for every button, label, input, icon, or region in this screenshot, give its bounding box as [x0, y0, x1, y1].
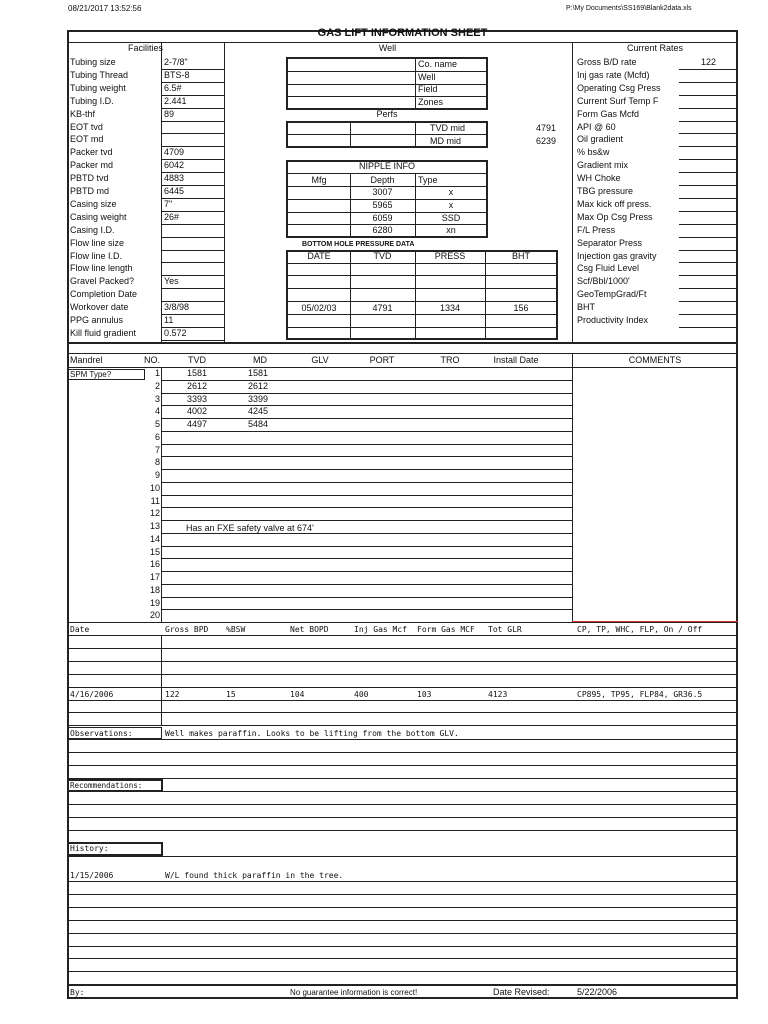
rates-heading: Current Rates — [626, 43, 684, 53]
test-col-header: %BSW — [226, 625, 246, 634]
facility-label: Flow line I.D. — [70, 250, 123, 261]
history-date: 1/15/2006 — [70, 871, 114, 880]
rate-label: Max kick off press. — [577, 198, 652, 209]
test-form: 103 — [417, 690, 432, 699]
nipple-type: SSD — [441, 212, 461, 223]
facility-value: 3/8/98 — [164, 302, 190, 313]
mandrel-no: 15 — [149, 546, 160, 557]
by-label: By: — [70, 988, 85, 997]
facility-value: BTS-8 — [164, 69, 190, 80]
mandrel-col-header: COMMENTS — [628, 355, 682, 365]
facility-label: Packer md — [70, 160, 114, 171]
mandrel-no: 20 — [149, 610, 160, 621]
rate-label: Current Surf Temp F — [577, 95, 659, 106]
nipple-col-depth: Depth — [370, 175, 395, 185]
rate-label: Gross B/D rate — [577, 57, 637, 67]
mandrel-no: 17 — [149, 572, 160, 582]
nipple-depth: 6059 — [372, 212, 393, 223]
mandrel-md: 5484 — [247, 419, 269, 429]
mandrel-md: 4245 — [247, 406, 269, 417]
mandrel-col-header: PORT — [369, 355, 395, 365]
mandrel-tvd: 4002 — [186, 406, 208, 417]
md-mid-value: 6239 — [535, 136, 556, 146]
mandrel-no: 2 — [154, 380, 160, 391]
mandrel-col-header: NO. — [143, 355, 160, 365]
bhp-heading: BOTTOM HOLE PRESSURE DATA — [302, 241, 415, 248]
facility-label: Completion Date — [70, 289, 138, 300]
mandrel-no: 8 — [154, 457, 160, 468]
facility-label: PBTD tvd — [70, 173, 109, 184]
print-datetime: 08/21/2017 13:52:56 — [68, 4, 142, 13]
well-field-label: Well — [418, 71, 436, 82]
nipple-depth: 5965 — [372, 199, 393, 210]
rate-label: Oil gradient — [577, 134, 624, 145]
bhp-col-tvd: TVD — [373, 251, 392, 261]
nipple-depth: 6280 — [372, 225, 393, 236]
mandrel-col-header: GLV — [311, 355, 329, 365]
tvd-mid-value: 4791 — [535, 123, 556, 133]
facility-value: 6042 — [164, 160, 185, 171]
test-gross: 122 — [165, 690, 180, 699]
facility-value: 6.5# — [164, 82, 182, 93]
rate-label: BHT — [577, 302, 595, 313]
rate-label: Operating Csg Press — [577, 82, 661, 93]
mandrel-tvd: 3393 — [186, 393, 208, 404]
mandrel-no: 10 — [149, 482, 160, 493]
sheet-title: GAS LIFT INFORMATION SHEET — [317, 27, 488, 39]
mandrel-no: 7 — [154, 444, 160, 455]
well-field-label: Co. name — [418, 59, 458, 69]
bhp-col-press: PRESS — [434, 251, 466, 261]
nipple-type: x — [448, 187, 454, 197]
mandrel-col-header: Install Date — [493, 355, 539, 365]
test-col-header: Inj Gas Mcf — [354, 625, 407, 634]
rate-value: 122 — [700, 57, 716, 67]
mandrel-no: 1 — [154, 368, 160, 378]
mandrel-col-header: Mandrel — [70, 355, 103, 365]
mandrel-tvd: 2612 — [186, 380, 208, 391]
facility-label: Tubing I.D. — [70, 95, 114, 106]
mandrel-no: 18 — [149, 584, 160, 595]
test-col-header: Gross BPD — [165, 625, 209, 634]
rate-label: Form Gas Mcfd — [577, 108, 640, 119]
test-col-header: Tot GLR — [488, 625, 522, 634]
facility-label: Kill fluid gradient — [70, 327, 137, 338]
rate-label: F/L Press — [577, 224, 616, 235]
well-heading: Well — [378, 43, 397, 53]
test-col-header: CP, TP, WHC, FLP, On / Off — [577, 625, 703, 634]
mandrel-col-header: TRO — [440, 355, 460, 365]
rate-label: Injection gas gravity — [577, 250, 657, 261]
facility-value: 4709 — [164, 147, 185, 158]
rate-label: GeoTempGrad/Ft — [577, 289, 647, 300]
facility-label: Casing I.D. — [70, 224, 115, 235]
bhp-date: 05/02/03 — [301, 303, 337, 313]
rate-label: API @ 60 — [577, 121, 616, 132]
mandrel-no: 3 — [154, 393, 160, 404]
mandrel-tvd: 1581 — [186, 368, 208, 378]
mandrel-no: 16 — [149, 559, 160, 570]
rate-label: Max Op Csg Press — [577, 211, 653, 222]
spm-type-label: SPM Type? — [70, 370, 112, 379]
facility-value: 89 — [164, 108, 175, 119]
perfs-label: Perfs — [376, 109, 398, 119]
facility-value: 7" — [164, 198, 173, 209]
facility-value: 4883 — [164, 173, 185, 184]
facility-label: Workover date — [70, 302, 129, 313]
rate-label: Gradient mix — [577, 160, 629, 171]
test-date: 4/16/2006 — [70, 690, 114, 699]
facility-label: Flow line length — [70, 263, 133, 274]
facility-label: Casing size — [70, 198, 117, 209]
date-revised-label: Date Revised: — [493, 987, 550, 997]
test-glr: 4123 — [488, 690, 508, 699]
facility-value: 2-7/8" — [164, 57, 188, 67]
mandrel-no: 5 — [154, 419, 160, 429]
rate-label: Scf/Bbl/1000' — [577, 276, 630, 287]
test-col-header: Net BOPD — [290, 625, 329, 634]
facility-value: 26# — [164, 211, 180, 222]
facility-value: 0.572 — [164, 327, 187, 338]
mandrel-no: 19 — [149, 597, 160, 608]
nipple-col-mfg: Mfg — [311, 175, 327, 185]
history-label: History: — [70, 844, 109, 853]
well-field-label: Zones — [418, 96, 444, 107]
facility-value: 2.441 — [164, 95, 187, 106]
mandrel-no: 4 — [154, 406, 160, 417]
facility-label: Gravel Packed? — [70, 276, 135, 287]
facility-label: Tubing Thread — [70, 69, 129, 80]
recommendations-label: Recommendations: — [70, 781, 143, 790]
nipple-type: x — [448, 199, 454, 210]
rate-label: Productivity Index — [577, 315, 649, 325]
rate-label: TBG pressure — [577, 186, 634, 196]
test-inj: 400 — [354, 690, 369, 699]
rate-label: Inj gas rate (Mcfd) — [577, 69, 650, 80]
facilities-heading: Facilities — [127, 43, 163, 53]
rate-label: % bs&w — [577, 147, 610, 158]
mandrel-md: 1581 — [247, 368, 269, 378]
facility-label: EOT tvd — [70, 121, 103, 132]
disclaimer: No guarantee information is correct! — [290, 988, 418, 997]
mandrel-col-header: TVD — [188, 355, 206, 365]
rate-label: Csg Fluid Level — [577, 263, 640, 274]
facility-label: Casing weight — [70, 211, 127, 222]
mandrel-md: 2612 — [247, 380, 269, 391]
mandrel-no: 12 — [149, 508, 160, 519]
bhp-press: 1334 — [439, 303, 461, 313]
test-col-header: Date — [70, 625, 90, 634]
nipple-depth: 3007 — [372, 187, 393, 197]
facility-value: 6445 — [164, 186, 185, 196]
facility-value: 11 — [164, 315, 174, 325]
bhp-col-bht: BHT — [512, 251, 530, 261]
mandrel-note: Has an FXE safety valve at 674' — [186, 523, 314, 533]
observations-label: Observations: — [70, 729, 133, 738]
facility-label: PPG annulus — [70, 315, 124, 325]
mandrel-md: 3399 — [247, 393, 269, 404]
facility-label: Tubing weight — [70, 82, 126, 93]
rate-label: WH Choke — [577, 173, 621, 184]
facility-label: KB-thf — [70, 108, 96, 119]
facility-label: Flow line size — [70, 237, 125, 248]
bhp-bht: 156 — [513, 303, 529, 313]
date-revised-value: 5/22/2006 — [577, 987, 618, 997]
facility-label: Tubing size — [70, 57, 116, 67]
test-notes: CP895, TP95, FLP84, GR36.5 — [577, 690, 703, 699]
mandrel-no: 11 — [150, 495, 160, 506]
bhp-col-date: DATE — [307, 251, 331, 261]
mandrel-tvd: 4497 — [186, 419, 208, 429]
nipple-col-type: Type — [418, 175, 438, 185]
mandrel-col-header: MD — [253, 355, 267, 365]
facility-label: PBTD md — [70, 186, 110, 196]
tvd-mid-label: TVD mid — [430, 123, 466, 133]
file-path: P:\My Documents\SS169\Blank2data.xls — [566, 5, 692, 12]
mandrel-no: 6 — [154, 431, 160, 442]
well-field-label: Field — [418, 84, 438, 94]
mandrel-no: 13 — [149, 521, 160, 531]
md-mid-label: MD mid — [430, 136, 461, 146]
mandrel-no: 14 — [149, 533, 160, 544]
history-text: W/L found thick paraffin in the tree. — [165, 871, 344, 880]
observations-text: Well makes paraffin. Looks to be lifting from the bottom GLV. — [165, 729, 459, 738]
nipple-heading: NIPPLE INFO — [358, 161, 415, 171]
facility-label: Packer tvd — [70, 147, 113, 158]
test-col-header: Form Gas MCF — [417, 625, 475, 634]
facility-label: EOT md — [70, 134, 104, 145]
facility-value: Yes — [164, 276, 179, 287]
test-net: 104 — [290, 690, 305, 699]
nipple-type: xn — [446, 225, 456, 236]
test-bsw: 15 — [226, 690, 236, 699]
bhp-tvd: 4791 — [372, 303, 393, 313]
rate-label: Separator Press — [577, 237, 643, 248]
mandrel-no: 9 — [154, 470, 160, 480]
